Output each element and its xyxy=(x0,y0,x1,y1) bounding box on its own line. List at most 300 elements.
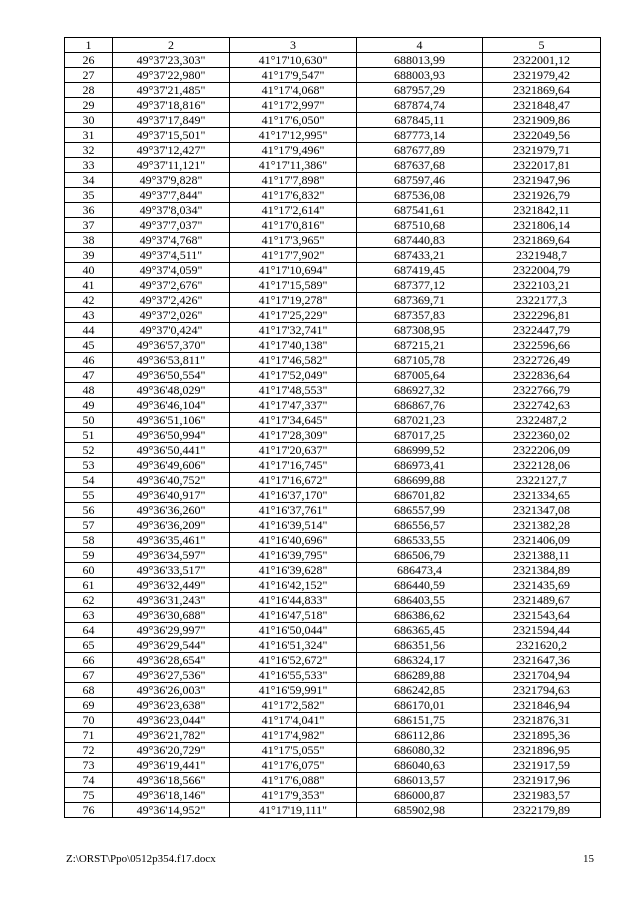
point-number-cell: 62 xyxy=(65,593,113,608)
latitude-cell: 49°37'17,849" xyxy=(113,113,230,128)
latitude-cell: 49°37'22,980" xyxy=(113,68,230,83)
table-row xyxy=(65,698,601,713)
point-number-cell: 40 xyxy=(65,263,113,278)
x-coordinate-cell: 687377,12 xyxy=(357,278,483,293)
table-row xyxy=(65,803,601,818)
latitude-cell: 49°36'18,146" xyxy=(113,788,230,803)
x-coordinate-cell: 686701,82 xyxy=(357,488,483,503)
table-row xyxy=(65,353,601,368)
longitude-cell: 41°16'47,518" xyxy=(230,608,357,623)
latitude-cell: 49°37'7,844" xyxy=(113,188,230,203)
point-number-cell: 60 xyxy=(65,563,113,578)
latitude-cell: 49°37'9,828" xyxy=(113,173,230,188)
x-coordinate-cell: 685902,98 xyxy=(357,803,483,818)
point-number-cell: 34 xyxy=(65,173,113,188)
longitude-cell: 41°17'4,041" xyxy=(230,713,357,728)
latitude-cell: 49°36'23,638" xyxy=(113,698,230,713)
y-coordinate-cell: 2321876,31 xyxy=(483,713,601,728)
table-row xyxy=(65,548,601,563)
point-number-cell: 72 xyxy=(65,743,113,758)
latitude-cell: 49°37'18,816" xyxy=(113,98,230,113)
table-row xyxy=(65,713,601,728)
table-row xyxy=(65,503,601,518)
point-number-cell: 55 xyxy=(65,488,113,503)
point-number-cell: 30 xyxy=(65,113,113,128)
longitude-cell: 41°17'9,547" xyxy=(230,68,357,83)
longitude-cell: 41°17'25,229" xyxy=(230,308,357,323)
x-coordinate-cell: 686242,85 xyxy=(357,683,483,698)
x-coordinate-cell: 686973,41 xyxy=(357,458,483,473)
longitude-cell: 41°17'2,997" xyxy=(230,98,357,113)
longitude-cell: 41°17'47,337" xyxy=(230,398,357,413)
longitude-cell: 41°17'48,553" xyxy=(230,383,357,398)
x-coordinate-cell: 686151,75 xyxy=(357,713,483,728)
latitude-cell: 49°36'31,243" xyxy=(113,593,230,608)
table-row xyxy=(65,413,601,428)
y-coordinate-cell: 2321334,65 xyxy=(483,488,601,503)
header-col-5: 5 xyxy=(483,38,601,53)
point-number-cell: 42 xyxy=(65,293,113,308)
point-number-cell: 58 xyxy=(65,533,113,548)
point-number-cell: 31 xyxy=(65,128,113,143)
table-row xyxy=(65,158,601,173)
table-row xyxy=(65,383,601,398)
table-row xyxy=(65,263,601,278)
x-coordinate-cell: 686867,76 xyxy=(357,398,483,413)
y-coordinate-cell: 2321869,64 xyxy=(483,233,601,248)
table-header xyxy=(65,38,601,53)
longitude-cell: 41°17'16,672" xyxy=(230,473,357,488)
y-coordinate-cell: 2321846,94 xyxy=(483,698,601,713)
y-coordinate-cell: 2322836,64 xyxy=(483,368,601,383)
point-number-cell: 26 xyxy=(65,53,113,68)
y-coordinate-cell: 2321620,2 xyxy=(483,638,601,653)
point-number-cell: 73 xyxy=(65,758,113,773)
longitude-cell: 41°16'39,628" xyxy=(230,563,357,578)
point-number-cell: 76 xyxy=(65,803,113,818)
y-coordinate-cell: 2322487,2 xyxy=(483,413,601,428)
x-coordinate-cell: 686999,52 xyxy=(357,443,483,458)
table-row xyxy=(65,278,601,293)
point-number-cell: 63 xyxy=(65,608,113,623)
x-coordinate-cell: 687021,23 xyxy=(357,413,483,428)
longitude-cell: 41°17'16,745" xyxy=(230,458,357,473)
table-row xyxy=(65,668,601,683)
point-number-cell: 36 xyxy=(65,203,113,218)
table-row xyxy=(65,398,601,413)
footer-file-path: Z:\ORST\Ppo\0512p354.f17.docx xyxy=(66,853,216,865)
x-coordinate-cell: 687541,61 xyxy=(357,203,483,218)
latitude-cell: 49°37'0,424" xyxy=(113,323,230,338)
table-row xyxy=(65,143,601,158)
longitude-cell: 41°17'5,055" xyxy=(230,743,357,758)
table-row xyxy=(65,218,601,233)
point-number-cell: 66 xyxy=(65,653,113,668)
latitude-cell: 49°36'50,554" xyxy=(113,368,230,383)
table-row xyxy=(65,233,601,248)
longitude-cell: 41°17'12,995" xyxy=(230,128,357,143)
y-coordinate-cell: 2322742,63 xyxy=(483,398,601,413)
x-coordinate-cell: 687433,21 xyxy=(357,248,483,263)
latitude-cell: 49°36'53,811" xyxy=(113,353,230,368)
longitude-cell: 41°17'19,111" xyxy=(230,803,357,818)
latitude-cell: 49°36'14,952" xyxy=(113,803,230,818)
y-coordinate-cell: 2322017,81 xyxy=(483,158,601,173)
y-coordinate-cell: 2322049,56 xyxy=(483,128,601,143)
point-number-cell: 27 xyxy=(65,68,113,83)
point-number-cell: 48 xyxy=(65,383,113,398)
point-number-cell: 32 xyxy=(65,143,113,158)
y-coordinate-cell: 2322179,89 xyxy=(483,803,601,818)
latitude-cell: 49°36'36,209" xyxy=(113,518,230,533)
longitude-cell: 41°17'6,050" xyxy=(230,113,357,128)
latitude-cell: 49°36'26,003" xyxy=(113,683,230,698)
y-coordinate-cell: 2321806,14 xyxy=(483,218,601,233)
latitude-cell: 49°36'32,449" xyxy=(113,578,230,593)
table-row xyxy=(65,623,601,638)
x-coordinate-cell: 687308,95 xyxy=(357,323,483,338)
y-coordinate-cell: 2321979,42 xyxy=(483,68,601,83)
longitude-cell: 41°17'10,630" xyxy=(230,53,357,68)
latitude-cell: 49°36'28,654" xyxy=(113,653,230,668)
table-row xyxy=(65,563,601,578)
y-coordinate-cell: 2321842,11 xyxy=(483,203,601,218)
x-coordinate-cell: 687510,68 xyxy=(357,218,483,233)
y-coordinate-cell: 2321917,96 xyxy=(483,773,601,788)
x-coordinate-cell: 686080,32 xyxy=(357,743,483,758)
latitude-cell: 49°36'57,370" xyxy=(113,338,230,353)
point-number-cell: 38 xyxy=(65,233,113,248)
x-coordinate-cell: 687874,74 xyxy=(357,98,483,113)
y-coordinate-cell: 2322103,21 xyxy=(483,278,601,293)
y-coordinate-cell: 2321543,64 xyxy=(483,608,601,623)
x-coordinate-cell: 686351,56 xyxy=(357,638,483,653)
latitude-cell: 49°36'35,461" xyxy=(113,533,230,548)
point-number-cell: 37 xyxy=(65,218,113,233)
point-number-cell: 39 xyxy=(65,248,113,263)
header-col-1: 1 xyxy=(65,38,113,53)
latitude-cell: 49°36'29,997" xyxy=(113,623,230,638)
point-number-cell: 46 xyxy=(65,353,113,368)
point-number-cell: 54 xyxy=(65,473,113,488)
x-coordinate-cell: 687419,45 xyxy=(357,263,483,278)
latitude-cell: 49°37'23,303" xyxy=(113,53,230,68)
point-number-cell: 61 xyxy=(65,578,113,593)
table-row xyxy=(65,638,601,653)
longitude-cell: 41°17'15,589" xyxy=(230,278,357,293)
x-coordinate-cell: 686170,01 xyxy=(357,698,483,713)
y-coordinate-cell: 2321983,57 xyxy=(483,788,601,803)
point-number-cell: 70 xyxy=(65,713,113,728)
x-coordinate-cell: 687369,71 xyxy=(357,293,483,308)
x-coordinate-cell: 686386,62 xyxy=(357,608,483,623)
y-coordinate-cell: 2321947,96 xyxy=(483,173,601,188)
y-coordinate-cell: 2322766,79 xyxy=(483,383,601,398)
longitude-cell: 41°16'39,795" xyxy=(230,548,357,563)
longitude-cell: 41°16'40,696" xyxy=(230,533,357,548)
longitude-cell: 41°16'44,833" xyxy=(230,593,357,608)
table-row xyxy=(65,473,601,488)
point-number-cell: 57 xyxy=(65,518,113,533)
x-coordinate-cell: 688013,99 xyxy=(357,53,483,68)
point-number-cell: 56 xyxy=(65,503,113,518)
header-col-2: 2 xyxy=(113,38,230,53)
longitude-cell: 41°17'7,902" xyxy=(230,248,357,263)
point-number-cell: 41 xyxy=(65,278,113,293)
x-coordinate-cell: 686365,45 xyxy=(357,623,483,638)
longitude-cell: 41°17'20,637" xyxy=(230,443,357,458)
latitude-cell: 49°36'48,029" xyxy=(113,383,230,398)
y-coordinate-cell: 2321909,86 xyxy=(483,113,601,128)
y-coordinate-cell: 2321895,36 xyxy=(483,728,601,743)
longitude-cell: 41°16'55,533" xyxy=(230,668,357,683)
point-number-cell: 71 xyxy=(65,728,113,743)
table-row xyxy=(65,338,601,353)
point-number-cell: 68 xyxy=(65,683,113,698)
latitude-cell: 49°36'50,994" xyxy=(113,428,230,443)
table-row xyxy=(65,188,601,203)
table-row xyxy=(65,533,601,548)
latitude-cell: 49°37'7,037" xyxy=(113,218,230,233)
table-row xyxy=(65,458,601,473)
table-row xyxy=(65,308,601,323)
latitude-cell: 49°36'40,917" xyxy=(113,488,230,503)
y-coordinate-cell: 2322004,79 xyxy=(483,263,601,278)
table-row xyxy=(65,578,601,593)
longitude-cell: 41°17'52,049" xyxy=(230,368,357,383)
table-row xyxy=(65,653,601,668)
latitude-cell: 49°37'4,511" xyxy=(113,248,230,263)
table-row xyxy=(65,323,601,338)
longitude-cell: 41°17'2,582" xyxy=(230,698,357,713)
table-row xyxy=(65,68,601,83)
latitude-cell: 49°37'8,034" xyxy=(113,203,230,218)
y-coordinate-cell: 2321489,67 xyxy=(483,593,601,608)
y-coordinate-cell: 2321347,08 xyxy=(483,503,601,518)
y-coordinate-cell: 2322128,06 xyxy=(483,458,601,473)
latitude-cell: 49°36'46,104" xyxy=(113,398,230,413)
longitude-cell: 41°17'32,741" xyxy=(230,323,357,338)
latitude-cell: 49°36'18,566" xyxy=(113,773,230,788)
y-coordinate-cell: 2321406,09 xyxy=(483,533,601,548)
latitude-cell: 49°37'4,059" xyxy=(113,263,230,278)
latitude-cell: 49°37'12,427" xyxy=(113,143,230,158)
latitude-cell: 49°36'36,260" xyxy=(113,503,230,518)
longitude-cell: 41°17'4,982" xyxy=(230,728,357,743)
longitude-cell: 41°17'46,582" xyxy=(230,353,357,368)
longitude-cell: 41°16'51,324" xyxy=(230,638,357,653)
latitude-cell: 49°37'15,501" xyxy=(113,128,230,143)
point-number-cell: 47 xyxy=(65,368,113,383)
longitude-cell: 41°17'10,694" xyxy=(230,263,357,278)
y-coordinate-cell: 2321896,95 xyxy=(483,743,601,758)
coordinates-table xyxy=(64,37,601,818)
point-number-cell: 29 xyxy=(65,98,113,113)
longitude-cell: 41°17'40,138" xyxy=(230,338,357,353)
x-coordinate-cell: 687440,83 xyxy=(357,233,483,248)
y-coordinate-cell: 2321382,28 xyxy=(483,518,601,533)
x-coordinate-cell: 686324,17 xyxy=(357,653,483,668)
x-coordinate-cell: 687845,11 xyxy=(357,113,483,128)
longitude-cell: 41°17'9,496" xyxy=(230,143,357,158)
x-coordinate-cell: 686000,87 xyxy=(357,788,483,803)
latitude-cell: 49°36'19,441" xyxy=(113,758,230,773)
x-coordinate-cell: 686506,79 xyxy=(357,548,483,563)
y-coordinate-cell: 2322177,3 xyxy=(483,293,601,308)
x-coordinate-cell: 688003,93 xyxy=(357,68,483,83)
table-row xyxy=(65,728,601,743)
header-col-3: 3 xyxy=(230,38,357,53)
latitude-cell: 49°36'49,606" xyxy=(113,458,230,473)
longitude-cell: 41°17'11,386" xyxy=(230,158,357,173)
y-coordinate-cell: 2322726,49 xyxy=(483,353,601,368)
x-coordinate-cell: 687005,64 xyxy=(357,368,483,383)
latitude-cell: 49°36'34,597" xyxy=(113,548,230,563)
x-coordinate-cell: 687017,25 xyxy=(357,428,483,443)
y-coordinate-cell: 2321869,64 xyxy=(483,83,601,98)
x-coordinate-cell: 686699,88 xyxy=(357,473,483,488)
latitude-cell: 49°37'2,426" xyxy=(113,293,230,308)
point-number-cell: 43 xyxy=(65,308,113,323)
x-coordinate-cell: 686403,55 xyxy=(357,593,483,608)
y-coordinate-cell: 2321848,47 xyxy=(483,98,601,113)
table-row xyxy=(65,773,601,788)
point-number-cell: 28 xyxy=(65,83,113,98)
y-coordinate-cell: 2321384,89 xyxy=(483,563,601,578)
x-coordinate-cell: 686557,99 xyxy=(357,503,483,518)
x-coordinate-cell: 687957,29 xyxy=(357,83,483,98)
table-row xyxy=(65,113,601,128)
x-coordinate-cell: 687105,78 xyxy=(357,353,483,368)
point-number-cell: 49 xyxy=(65,398,113,413)
longitude-cell: 41°16'50,044" xyxy=(230,623,357,638)
table-row xyxy=(65,743,601,758)
point-number-cell: 45 xyxy=(65,338,113,353)
table-row xyxy=(65,248,601,263)
table-row xyxy=(65,173,601,188)
y-coordinate-cell: 2321388,11 xyxy=(483,548,601,563)
y-coordinate-cell: 2321917,59 xyxy=(483,758,601,773)
point-number-cell: 74 xyxy=(65,773,113,788)
point-number-cell: 59 xyxy=(65,548,113,563)
longitude-cell: 41°16'39,514" xyxy=(230,518,357,533)
table-row xyxy=(65,128,601,143)
x-coordinate-cell: 687773,14 xyxy=(357,128,483,143)
x-coordinate-cell: 686040,63 xyxy=(357,758,483,773)
table-row xyxy=(65,683,601,698)
longitude-cell: 41°16'37,761" xyxy=(230,503,357,518)
longitude-cell: 41°17'2,614" xyxy=(230,203,357,218)
table-row xyxy=(65,98,601,113)
latitude-cell: 49°36'51,106" xyxy=(113,413,230,428)
latitude-cell: 49°37'2,026" xyxy=(113,308,230,323)
table-row xyxy=(65,368,601,383)
latitude-cell: 49°36'21,782" xyxy=(113,728,230,743)
page-number: 15 xyxy=(583,853,594,865)
longitude-cell: 41°17'19,278" xyxy=(230,293,357,308)
y-coordinate-cell: 2322447,79 xyxy=(483,323,601,338)
point-number-cell: 51 xyxy=(65,428,113,443)
latitude-cell: 49°37'2,676" xyxy=(113,278,230,293)
point-number-cell: 67 xyxy=(65,668,113,683)
latitude-cell: 49°36'23,044" xyxy=(113,713,230,728)
y-coordinate-cell: 2321647,36 xyxy=(483,653,601,668)
longitude-cell: 41°16'37,170" xyxy=(230,488,357,503)
longitude-cell: 41°16'42,152" xyxy=(230,578,357,593)
table-row xyxy=(65,203,601,218)
x-coordinate-cell: 687536,08 xyxy=(357,188,483,203)
latitude-cell: 49°36'30,688" xyxy=(113,608,230,623)
x-coordinate-cell: 686440,59 xyxy=(357,578,483,593)
x-coordinate-cell: 686289,88 xyxy=(357,668,483,683)
longitude-cell: 41°17'4,068" xyxy=(230,83,357,98)
x-coordinate-cell: 687677,89 xyxy=(357,143,483,158)
longitude-cell: 41°17'0,816" xyxy=(230,218,357,233)
y-coordinate-cell: 2322596,66 xyxy=(483,338,601,353)
x-coordinate-cell: 686112,86 xyxy=(357,728,483,743)
table-row xyxy=(65,83,601,98)
table-row xyxy=(65,428,601,443)
longitude-cell: 41°17'6,075" xyxy=(230,758,357,773)
y-coordinate-cell: 2321594,44 xyxy=(483,623,601,638)
header-row xyxy=(65,38,601,53)
table-row xyxy=(65,293,601,308)
longitude-cell: 41°16'59,991" xyxy=(230,683,357,698)
point-number-cell: 33 xyxy=(65,158,113,173)
table-body xyxy=(65,53,601,818)
latitude-cell: 49°36'40,752" xyxy=(113,473,230,488)
x-coordinate-cell: 687357,83 xyxy=(357,308,483,323)
latitude-cell: 49°36'27,536" xyxy=(113,668,230,683)
latitude-cell: 49°37'11,121" xyxy=(113,158,230,173)
longitude-cell: 41°17'3,965" xyxy=(230,233,357,248)
table-row xyxy=(65,608,601,623)
table-row xyxy=(65,443,601,458)
x-coordinate-cell: 687637,68 xyxy=(357,158,483,173)
point-number-cell: 53 xyxy=(65,458,113,473)
point-number-cell: 65 xyxy=(65,638,113,653)
header-col-4: 4 xyxy=(357,38,483,53)
point-number-cell: 35 xyxy=(65,188,113,203)
latitude-cell: 49°36'29,544" xyxy=(113,638,230,653)
y-coordinate-cell: 2322127,7 xyxy=(483,473,601,488)
longitude-cell: 41°17'28,309" xyxy=(230,428,357,443)
y-coordinate-cell: 2321794,63 xyxy=(483,683,601,698)
latitude-cell: 49°36'50,441" xyxy=(113,443,230,458)
longitude-cell: 41°17'6,832" xyxy=(230,188,357,203)
latitude-cell: 49°36'20,729" xyxy=(113,743,230,758)
longitude-cell: 41°17'9,353" xyxy=(230,788,357,803)
x-coordinate-cell: 687215,21 xyxy=(357,338,483,353)
x-coordinate-cell: 686013,57 xyxy=(357,773,483,788)
latitude-cell: 49°37'21,485" xyxy=(113,83,230,98)
longitude-cell: 41°17'6,088" xyxy=(230,773,357,788)
table-row xyxy=(65,593,601,608)
y-coordinate-cell: 2322360,02 xyxy=(483,428,601,443)
longitude-cell: 41°17'7,898" xyxy=(230,173,357,188)
latitude-cell: 49°36'33,517" xyxy=(113,563,230,578)
x-coordinate-cell: 686927,32 xyxy=(357,383,483,398)
y-coordinate-cell: 2322001,12 xyxy=(483,53,601,68)
y-coordinate-cell: 2321979,71 xyxy=(483,143,601,158)
longitude-cell: 41°17'34,645" xyxy=(230,413,357,428)
x-coordinate-cell: 686473,4 xyxy=(357,563,483,578)
point-number-cell: 69 xyxy=(65,698,113,713)
y-coordinate-cell: 2321948,7 xyxy=(483,248,601,263)
y-coordinate-cell: 2321926,79 xyxy=(483,188,601,203)
point-number-cell: 75 xyxy=(65,788,113,803)
point-number-cell: 44 xyxy=(65,323,113,338)
